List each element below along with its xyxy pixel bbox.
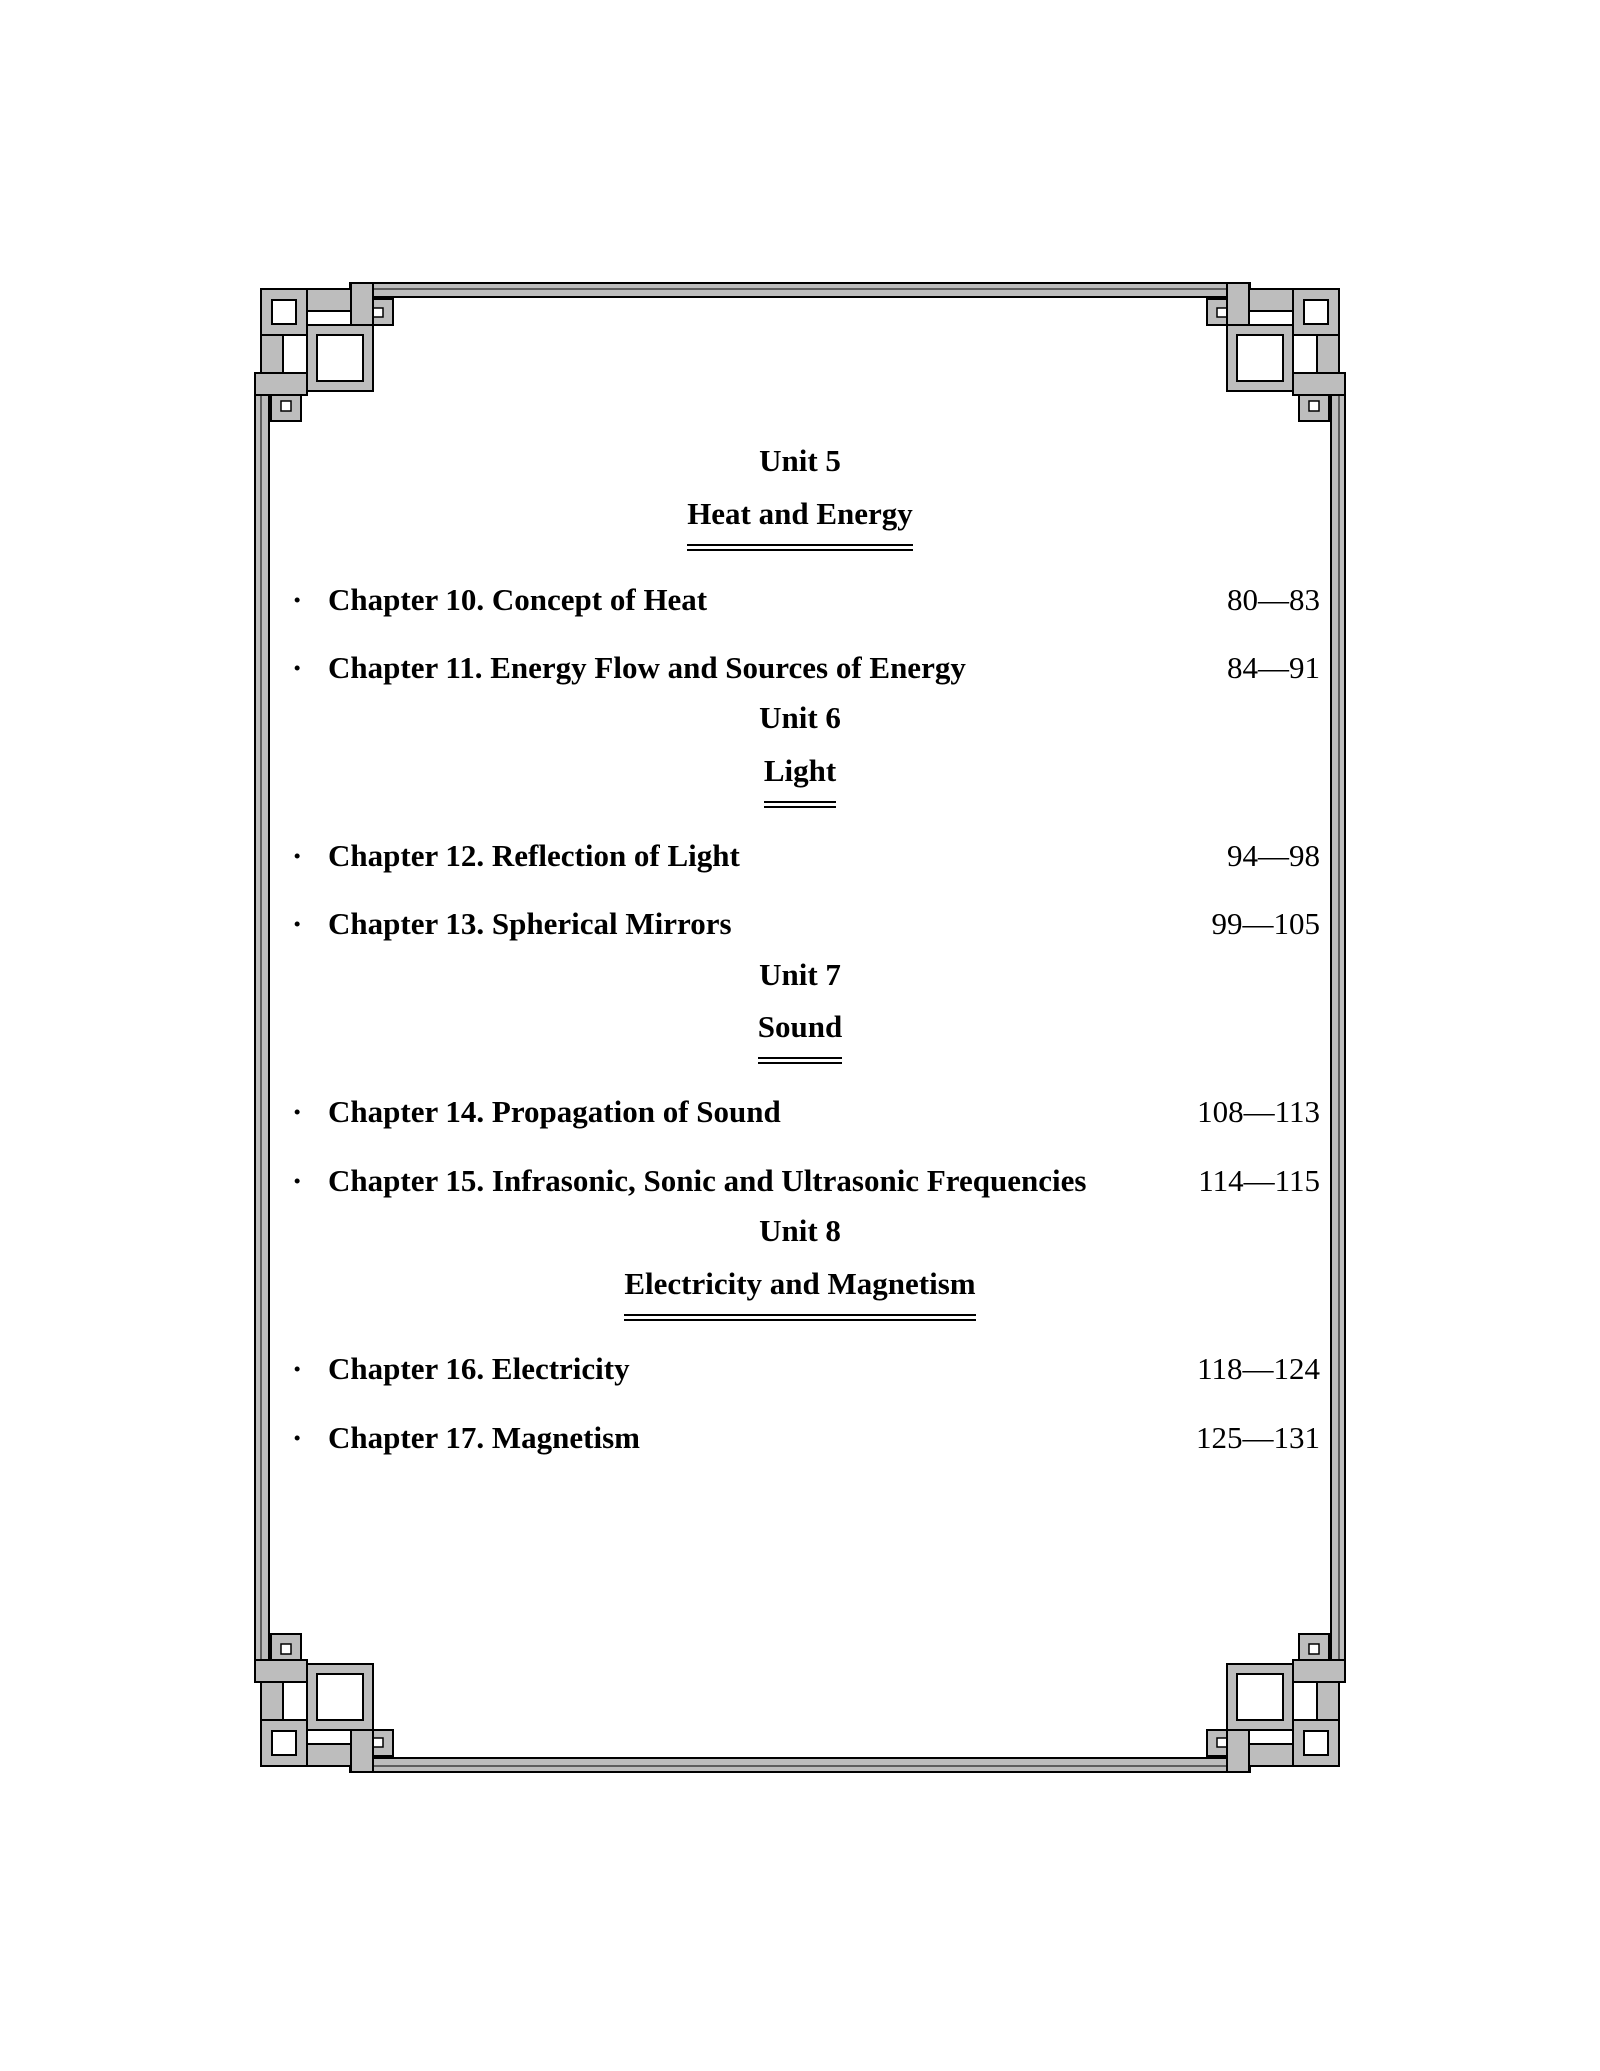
chapter-number: Chapter 15.: [328, 1163, 485, 1198]
page-range: 125—131: [1196, 1420, 1320, 1455]
unit-6-heading: [0, 751, 1600, 808]
toc-entry-chapter-15[interactable]: [292, 1161, 1320, 1201]
unit-7-label: Unit 7: [759, 957, 841, 992]
toc-entry-chapter-10[interactable]: [292, 580, 1320, 620]
unit-7-title: Sound: [758, 1007, 842, 1064]
chapter-number: Chapter 13.: [328, 906, 485, 941]
unit-8-label: Unit 8: [759, 1213, 841, 1248]
bullet-icon: ·: [292, 1163, 303, 1198]
corner-ornament-top-right: [1207, 283, 1345, 421]
unit-7-heading: [0, 1007, 1600, 1064]
page-range: 80—83: [1227, 582, 1320, 617]
toc-entry-chapter-17[interactable]: [292, 1418, 1320, 1458]
unit-6-title: Light: [764, 751, 836, 808]
page-range: 118—124: [1197, 1351, 1320, 1386]
chapter-title: Reflection of Light: [491, 838, 740, 873]
chapter-number: Chapter 12.: [328, 838, 485, 873]
unit-5-heading: [0, 494, 1600, 551]
bullet-icon: ·: [292, 650, 303, 685]
bullet-icon: ·: [292, 1420, 303, 1455]
bullet-icon: ·: [292, 906, 303, 941]
page-range: 108—113: [1197, 1094, 1320, 1129]
toc-entry-chapter-11[interactable]: [292, 648, 1320, 688]
bullet-icon: ·: [292, 1351, 303, 1386]
page-range: 114—115: [1198, 1163, 1320, 1198]
toc-entry-chapter-13[interactable]: [292, 904, 1320, 944]
toc-entry-chapter-14[interactable]: [292, 1092, 1320, 1132]
toc-entry-chapter-12[interactable]: [292, 836, 1320, 876]
chapter-title: Concept of Heat: [491, 582, 708, 617]
page-range: 84—91: [1227, 650, 1320, 685]
unit-8-title: Electricity and Magnetism: [624, 1264, 975, 1321]
unit-6-label: Unit 6: [759, 700, 841, 735]
unit-5-label: Unit 5: [759, 443, 841, 478]
bullet-icon: ·: [292, 1094, 303, 1129]
page-range: 94—98: [1227, 838, 1320, 873]
chapter-number: Chapter 16.: [328, 1351, 485, 1386]
chapter-title: Magnetism: [491, 1420, 640, 1455]
chapter-title: Energy Flow and Sources of Energy: [490, 650, 966, 685]
chapter-title: Electricity: [491, 1351, 630, 1386]
corner-ornament-bottom-right: [1207, 1634, 1345, 1772]
corner-ornament-top-left: [255, 283, 393, 421]
unit-5-title: Heat and Energy: [687, 494, 913, 551]
page-range: 99—105: [1211, 906, 1320, 941]
chapter-title: Infrasonic, Sonic and Ultrasonic Frequencies: [491, 1163, 1087, 1198]
chapter-number: Chapter 11.: [328, 650, 483, 685]
chapter-number: Chapter 17.: [328, 1420, 485, 1455]
bullet-icon: ·: [292, 838, 303, 873]
chapter-number: Chapter 10.: [328, 582, 485, 617]
chapter-title: Propagation of Sound: [491, 1094, 781, 1129]
unit-8-heading: [0, 1264, 1600, 1321]
chapter-number: Chapter 14.: [328, 1094, 485, 1129]
toc-entry-chapter-16[interactable]: [292, 1349, 1320, 1389]
chapter-title: Spherical Mirrors: [491, 906, 732, 941]
bullet-icon: ·: [292, 582, 303, 617]
corner-ornament-bottom-left: [255, 1634, 393, 1772]
